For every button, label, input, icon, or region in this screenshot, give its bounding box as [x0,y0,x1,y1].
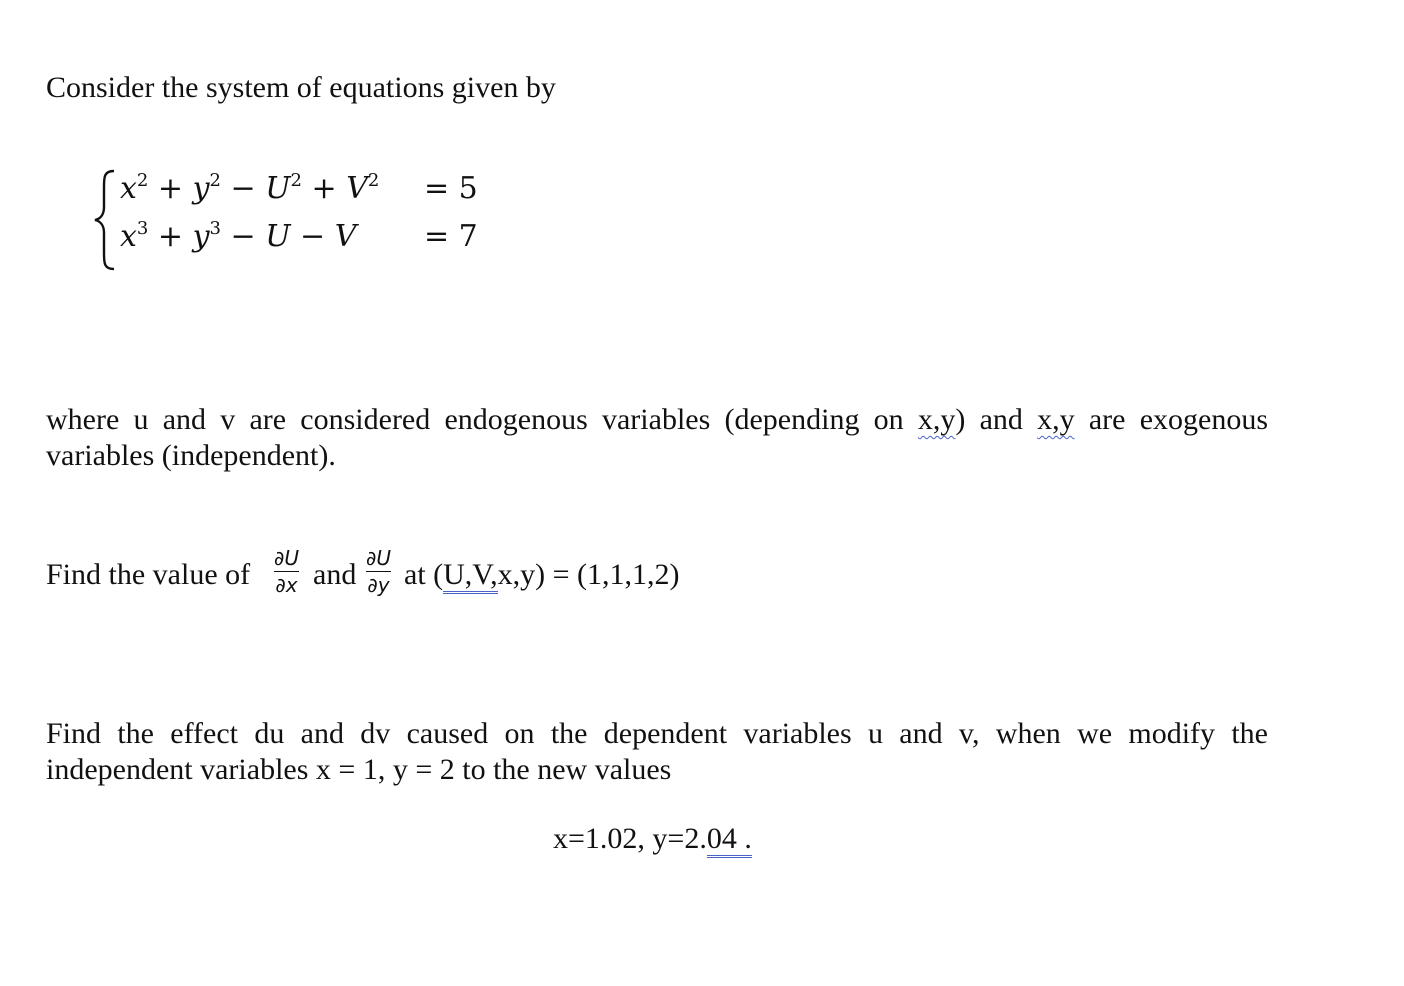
find-partials-line [46,546,946,606]
spell-flag-xy-2: x,y [1037,403,1075,436]
and-word: and [313,558,357,591]
equation-1-rhs: = 5 [424,171,478,206]
definition-paragraph: where u and v are considered endogenous variables (depending on x,y) and x,y are exogenous variables (independent). [46,403,1269,472]
equation-2-lhs: $x^3 + y^3 - U - V$ [120,218,357,254]
equation-2-rhs: = 7 [424,219,478,254]
grammar-flag-new-values: 04 . [707,822,752,858]
new-values: x=1.02, y=2.04 . [553,822,752,856]
evaluation-point: at (U,V,x,y) = (1,1,1,2) [404,558,680,592]
fraction-dU-dx: ∂U ∂x [274,546,299,597]
equation-system [92,165,512,275]
intro-text: Consider the system of equations given by [46,71,556,104]
spell-flag-xy-1: x,y [917,403,956,436]
find-prefix: Find the value of [46,558,251,591]
equation-1-lhs: $x^2 + y^2 - U^2 + V^2$ [120,170,380,206]
grammar-flag-uv: U,V, [443,558,497,594]
effect-paragraph: Find the effect du and dv caused on the dependent variables u and v, when we modify the independent variables x = 1, y = 2 to the new values [46,717,1268,786]
left-brace-icon [92,165,118,275]
fraction-dU-dy: ∂U ∂y [366,546,391,597]
